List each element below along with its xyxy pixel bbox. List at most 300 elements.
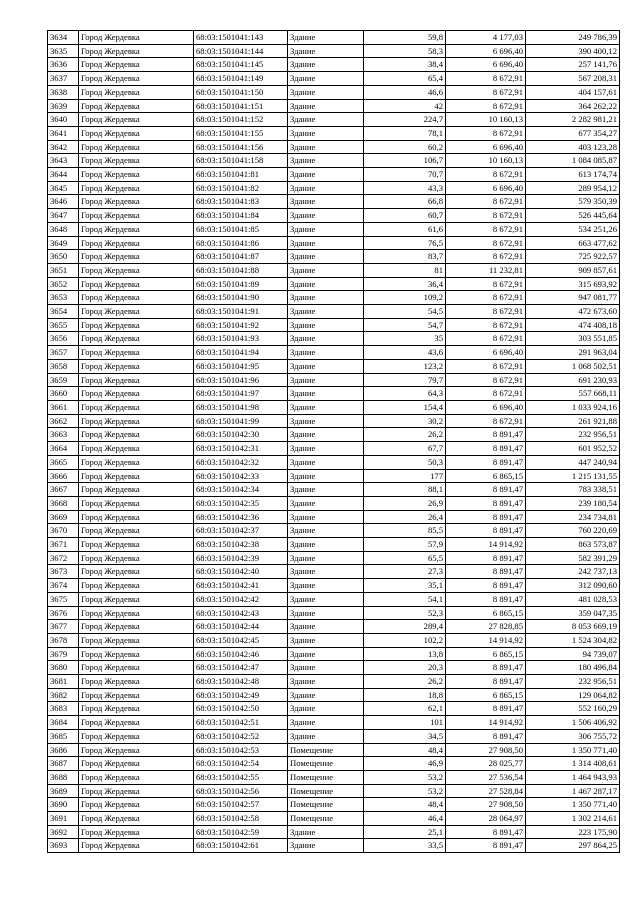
area-cell: 48,4 — [364, 798, 446, 812]
cadastral-number-cell: 68:03:1501042:54 — [194, 757, 288, 771]
cadastral-number-cell: 68:03:1501042:61 — [194, 839, 288, 853]
cadastral-value-cell: 242 737,13 — [526, 565, 620, 579]
settlement-name-cell: Город Жердевка — [79, 743, 194, 757]
area-cell: 65,5 — [364, 551, 446, 565]
area-cell: 70,7 — [364, 168, 446, 182]
settlement-name-cell: Город Жердевка — [79, 58, 194, 72]
cadastral-value-cell: 303 551,85 — [526, 332, 620, 346]
settlement-name-cell: Город Жердевка — [79, 428, 194, 442]
cadastral-value-cell: 1 068 502,51 — [526, 359, 620, 373]
table-row — [48, 524, 620, 538]
object-type-cell: Помещение — [288, 743, 364, 757]
object-type-cell: Помещение — [288, 812, 364, 826]
cadastral-number-cell: 68:03:1501042:41 — [194, 579, 288, 593]
cadastral-value-cell: 472 673,60 — [526, 305, 620, 319]
table-row — [48, 647, 620, 661]
table-row — [48, 373, 620, 387]
specific-value-cell: 8 891,47 — [446, 661, 526, 675]
object-type-cell: Помещение — [288, 770, 364, 784]
specific-value-cell: 8 672,91 — [446, 168, 526, 182]
cadastral-number-cell: 68:03:1501041:81 — [194, 168, 288, 182]
table-row — [48, 222, 620, 236]
table-row — [48, 469, 620, 483]
cadastral-number-cell: 68:03:1501042:37 — [194, 524, 288, 538]
document-page — [47, 30, 619, 853]
settlement-name-cell: Город Жердевка — [79, 291, 194, 305]
settlement-name-cell: Город Жердевка — [79, 688, 194, 702]
table-row — [48, 113, 620, 127]
cadastral-number-cell: 68:03:1501041:95 — [194, 359, 288, 373]
table-row — [48, 263, 620, 277]
row-number-cell: 3663 — [48, 428, 79, 442]
cadastral-number-cell: 68:03:1501041:97 — [194, 387, 288, 401]
object-type-cell: Здание — [288, 592, 364, 606]
cadastral-value-cell: 403 123,28 — [526, 140, 620, 154]
cadastral-value-cell: 582 391,29 — [526, 551, 620, 565]
area-cell: 46,6 — [364, 85, 446, 99]
cadastral-value-cell: 1 084 085,87 — [526, 154, 620, 168]
area-cell: 54,1 — [364, 592, 446, 606]
table-row — [48, 798, 620, 812]
area-cell: 54,5 — [364, 305, 446, 319]
table-row — [48, 510, 620, 524]
cadastral-value-cell: 579 350,39 — [526, 195, 620, 209]
cadastral-number-cell: 68:03:1501041:144 — [194, 44, 288, 58]
object-type-cell: Здание — [288, 113, 364, 127]
row-number-cell: 3635 — [48, 44, 79, 58]
specific-value-cell: 8 891,47 — [446, 524, 526, 538]
area-cell: 83,7 — [364, 250, 446, 264]
specific-value-cell: 8 891,47 — [446, 592, 526, 606]
table-row — [48, 236, 620, 250]
cadastral-number-cell: 68:03:1501042:32 — [194, 455, 288, 469]
table-row — [48, 770, 620, 784]
cadastral-number-cell: 68:03:1501041:151 — [194, 99, 288, 113]
row-number-cell: 3677 — [48, 620, 79, 634]
row-number-cell: 3655 — [48, 318, 79, 332]
settlement-name-cell: Город Жердевка — [79, 250, 194, 264]
object-type-cell: Здание — [288, 469, 364, 483]
cadastral-value-cell: 613 174,74 — [526, 168, 620, 182]
row-number-cell: 3664 — [48, 442, 79, 456]
object-type-cell: Здание — [288, 359, 364, 373]
row-number-cell: 3676 — [48, 606, 79, 620]
specific-value-cell: 6 865,15 — [446, 647, 526, 661]
specific-value-cell: 4 177,03 — [446, 31, 526, 45]
specific-value-cell: 8 891,47 — [446, 428, 526, 442]
table-row — [48, 839, 620, 853]
table-row — [48, 85, 620, 99]
settlement-name-cell: Город Жердевка — [79, 387, 194, 401]
cadastral-number-cell: 68:03:1501041:91 — [194, 305, 288, 319]
area-cell: 46,4 — [364, 812, 446, 826]
cadastral-number-cell: 68:03:1501041:145 — [194, 58, 288, 72]
specific-value-cell: 8 891,47 — [446, 455, 526, 469]
area-cell: 58,3 — [364, 44, 446, 58]
table-row — [48, 812, 620, 826]
cadastral-value-cell: 223 175,90 — [526, 825, 620, 839]
row-number-cell: 3687 — [48, 757, 79, 771]
object-type-cell: Помещение — [288, 757, 364, 771]
area-cell: 26,4 — [364, 510, 446, 524]
row-number-cell: 3692 — [48, 825, 79, 839]
specific-value-cell: 8 891,47 — [446, 442, 526, 456]
object-type-cell: Здание — [288, 428, 364, 442]
settlement-name-cell: Город Жердевка — [79, 359, 194, 373]
table-row — [48, 387, 620, 401]
specific-value-cell: 6 696,40 — [446, 346, 526, 360]
row-number-cell: 3681 — [48, 675, 79, 689]
row-number-cell: 3667 — [48, 483, 79, 497]
cadastral-value-cell: 234 734,81 — [526, 510, 620, 524]
settlement-name-cell: Город Жердевка — [79, 318, 194, 332]
cadastral-number-cell: 68:03:1501041:99 — [194, 414, 288, 428]
cadastral-value-cell: 239 180,54 — [526, 496, 620, 510]
object-type-cell: Помещение — [288, 798, 364, 812]
area-cell: 60,2 — [364, 140, 446, 154]
settlement-name-cell: Город Жердевка — [79, 565, 194, 579]
settlement-name-cell: Город Жердевка — [79, 305, 194, 319]
settlement-name-cell: Город Жердевка — [79, 373, 194, 387]
table-row — [48, 538, 620, 552]
object-type-cell: Здание — [288, 44, 364, 58]
area-cell: 101 — [364, 716, 446, 730]
row-number-cell: 3645 — [48, 181, 79, 195]
area-cell: 33,5 — [364, 839, 446, 853]
cadastral-value-cell: 760 220,69 — [526, 524, 620, 538]
settlement-name-cell: Город Жердевка — [79, 126, 194, 140]
settlement-name-cell: Город Жердевка — [79, 332, 194, 346]
table-row — [48, 496, 620, 510]
cadastral-value-cell: 534 251,26 — [526, 222, 620, 236]
cadastral-value-cell: 94 739,07 — [526, 647, 620, 661]
table-row — [48, 565, 620, 579]
settlement-name-cell: Город Жердевка — [79, 236, 194, 250]
cadastral-value-cell: 1 314 408,61 — [526, 757, 620, 771]
object-type-cell: Здание — [288, 291, 364, 305]
object-type-cell: Помещение — [288, 784, 364, 798]
row-number-cell: 3643 — [48, 154, 79, 168]
specific-value-cell: 8 672,91 — [446, 332, 526, 346]
cadastral-value-cell: 552 160,29 — [526, 702, 620, 716]
specific-value-cell: 8 891,47 — [446, 565, 526, 579]
table-row — [48, 359, 620, 373]
cadastral-value-cell: 261 921,88 — [526, 414, 620, 428]
specific-value-cell: 8 672,91 — [446, 209, 526, 223]
area-cell: 88,1 — [364, 483, 446, 497]
cadastral-number-cell: 68:03:1501042:43 — [194, 606, 288, 620]
object-type-cell: Здание — [288, 250, 364, 264]
settlement-name-cell: Город Жердевка — [79, 277, 194, 291]
specific-value-cell: 6 696,40 — [446, 181, 526, 195]
object-type-cell: Здание — [288, 181, 364, 195]
area-cell: 81 — [364, 263, 446, 277]
cadastral-value-cell: 663 477,62 — [526, 236, 620, 250]
settlement-name-cell: Город Жердевка — [79, 496, 194, 510]
object-type-cell: Здание — [288, 154, 364, 168]
cadastral-number-cell: 68:03:1501042:39 — [194, 551, 288, 565]
settlement-name-cell: Город Жердевка — [79, 757, 194, 771]
object-type-cell: Здание — [288, 579, 364, 593]
table-row — [48, 825, 620, 839]
area-cell: 13,8 — [364, 647, 446, 661]
area-cell: 38,4 — [364, 58, 446, 72]
object-type-cell: Здание — [288, 346, 364, 360]
table-row — [48, 126, 620, 140]
row-number-cell: 3660 — [48, 387, 79, 401]
area-cell: 54,7 — [364, 318, 446, 332]
cadastral-number-cell: 68:03:1501042:50 — [194, 702, 288, 716]
area-cell: 224,7 — [364, 113, 446, 127]
table-row — [48, 757, 620, 771]
area-cell: 26,2 — [364, 428, 446, 442]
object-type-cell: Здание — [288, 538, 364, 552]
row-number-cell: 3642 — [48, 140, 79, 154]
object-type-cell: Здание — [288, 524, 364, 538]
object-type-cell: Здание — [288, 647, 364, 661]
specific-value-cell: 6 696,40 — [446, 400, 526, 414]
table-row — [48, 633, 620, 647]
area-cell: 102,2 — [364, 633, 446, 647]
cadastral-number-cell: 68:03:1501042:44 — [194, 620, 288, 634]
cadastral-value-cell: 297 864,25 — [526, 839, 620, 853]
settlement-name-cell: Город Жердевка — [79, 825, 194, 839]
table-row — [48, 318, 620, 332]
cadastral-value-cell: 249 786,39 — [526, 31, 620, 45]
area-cell: 35,1 — [364, 579, 446, 593]
settlement-name-cell: Город Жердевка — [79, 551, 194, 565]
cadastral-number-cell: 68:03:1501042:31 — [194, 442, 288, 456]
area-cell: 26,9 — [364, 496, 446, 510]
table-row — [48, 250, 620, 264]
specific-value-cell: 6 696,40 — [446, 140, 526, 154]
area-cell: 50,3 — [364, 455, 446, 469]
specific-value-cell: 27 908,50 — [446, 798, 526, 812]
area-cell: 27,3 — [364, 565, 446, 579]
cadastral-number-cell: 68:03:1501041:85 — [194, 222, 288, 236]
area-cell: 43,3 — [364, 181, 446, 195]
area-cell: 57,9 — [364, 538, 446, 552]
cadastral-number-cell: 68:03:1501041:84 — [194, 209, 288, 223]
cadastral-value-cell: 312 090,60 — [526, 579, 620, 593]
area-cell: 78,1 — [364, 126, 446, 140]
table-row — [48, 58, 620, 72]
cadastral-number-cell: 68:03:1501042:30 — [194, 428, 288, 442]
cadastral-number-cell: 68:03:1501042:34 — [194, 483, 288, 497]
settlement-name-cell: Город Жердевка — [79, 798, 194, 812]
cadastral-value-cell: 481 028,53 — [526, 592, 620, 606]
object-type-cell: Здание — [288, 442, 364, 456]
settlement-name-cell: Город Жердевка — [79, 140, 194, 154]
specific-value-cell: 14 914,92 — [446, 538, 526, 552]
specific-value-cell: 10 160,13 — [446, 154, 526, 168]
settlement-name-cell: Город Жердевка — [79, 99, 194, 113]
area-cell: 25,1 — [364, 825, 446, 839]
specific-value-cell: 6 696,40 — [446, 58, 526, 72]
cadastral-number-cell: 68:03:1501042:46 — [194, 647, 288, 661]
row-number-cell: 3693 — [48, 839, 79, 853]
table-row — [48, 31, 620, 45]
row-number-cell: 3689 — [48, 784, 79, 798]
object-type-cell: Здание — [288, 483, 364, 497]
row-number-cell: 3634 — [48, 31, 79, 45]
row-number-cell: 3685 — [48, 729, 79, 743]
row-number-cell: 3647 — [48, 209, 79, 223]
cadastral-number-cell: 68:03:1501042:51 — [194, 716, 288, 730]
object-type-cell: Здание — [288, 195, 364, 209]
table-row — [48, 332, 620, 346]
area-cell: 154,4 — [364, 400, 446, 414]
area-cell: 48,4 — [364, 743, 446, 757]
row-number-cell: 3665 — [48, 455, 79, 469]
area-cell: 106,7 — [364, 154, 446, 168]
row-number-cell: 3688 — [48, 770, 79, 784]
settlement-name-cell: Город Жердевка — [79, 770, 194, 784]
object-type-cell: Здание — [288, 729, 364, 743]
object-type-cell: Здание — [288, 496, 364, 510]
table-row — [48, 44, 620, 58]
row-number-cell: 3673 — [48, 565, 79, 579]
area-cell: 30,2 — [364, 414, 446, 428]
cadastral-value-cell: 526 445,64 — [526, 209, 620, 223]
table-row — [48, 72, 620, 86]
settlement-name-cell: Город Жердевка — [79, 469, 194, 483]
cadastral-value-cell: 180 496,84 — [526, 661, 620, 675]
cadastral-number-cell: 68:03:1501042:42 — [194, 592, 288, 606]
cadastral-value-cell: 691 230,93 — [526, 373, 620, 387]
cadastral-number-cell: 68:03:1501042:56 — [194, 784, 288, 798]
cadastral-number-cell: 68:03:1501042:59 — [194, 825, 288, 839]
cadastral-value-cell: 601 952,52 — [526, 442, 620, 456]
cadastral-value-cell: 1 350 771,40 — [526, 743, 620, 757]
table-row — [48, 154, 620, 168]
cadastral-number-cell: 68:03:1501042:35 — [194, 496, 288, 510]
cadastral-number-cell: 68:03:1501042:38 — [194, 538, 288, 552]
row-number-cell: 3662 — [48, 414, 79, 428]
cadastral-number-cell: 68:03:1501041:83 — [194, 195, 288, 209]
row-number-cell: 3657 — [48, 346, 79, 360]
table-row — [48, 428, 620, 442]
table-row — [48, 414, 620, 428]
object-type-cell: Здание — [288, 825, 364, 839]
object-type-cell: Здание — [288, 565, 364, 579]
object-type-cell: Здание — [288, 236, 364, 250]
row-number-cell: 3636 — [48, 58, 79, 72]
table-row — [48, 305, 620, 319]
cadastral-number-cell: 68:03:1501042:33 — [194, 469, 288, 483]
object-type-cell: Здание — [288, 140, 364, 154]
cadastral-number-cell: 68:03:1501041:94 — [194, 346, 288, 360]
area-cell: 60,7 — [364, 209, 446, 223]
cadastral-value-cell: 474 408,18 — [526, 318, 620, 332]
table-row — [48, 620, 620, 634]
settlement-name-cell: Город Жердевка — [79, 675, 194, 689]
settlement-name-cell: Город Жердевка — [79, 620, 194, 634]
cadastral-number-cell: 68:03:1501041:150 — [194, 85, 288, 99]
row-number-cell: 3684 — [48, 716, 79, 730]
cadastral-number-cell: 68:03:1501041:149 — [194, 72, 288, 86]
specific-value-cell: 10 160,13 — [446, 113, 526, 127]
table-row — [48, 661, 620, 675]
row-number-cell: 3675 — [48, 592, 79, 606]
area-cell: 67,7 — [364, 442, 446, 456]
row-number-cell: 3691 — [48, 812, 79, 826]
row-number-cell: 3656 — [48, 332, 79, 346]
row-number-cell: 3648 — [48, 222, 79, 236]
settlement-name-cell: Город Жердевка — [79, 524, 194, 538]
row-number-cell: 3669 — [48, 510, 79, 524]
settlement-name-cell: Город Жердевка — [79, 414, 194, 428]
table-row — [48, 675, 620, 689]
cadastral-value-cell: 129 064,82 — [526, 688, 620, 702]
settlement-name-cell: Город Жердевка — [79, 181, 194, 195]
specific-value-cell: 8 672,91 — [446, 305, 526, 319]
cadastral-value-cell: 1 215 131,55 — [526, 469, 620, 483]
row-number-cell: 3671 — [48, 538, 79, 552]
area-cell: 43,6 — [364, 346, 446, 360]
object-type-cell: Здание — [288, 332, 364, 346]
table-row — [48, 291, 620, 305]
area-cell: 59,8 — [364, 31, 446, 45]
object-type-cell: Здание — [288, 222, 364, 236]
table-row — [48, 195, 620, 209]
object-type-cell: Здание — [288, 455, 364, 469]
cadastral-number-cell: 68:03:1501042:45 — [194, 633, 288, 647]
cadastral-number-cell: 68:03:1501042:55 — [194, 770, 288, 784]
settlement-name-cell: Город Жердевка — [79, 538, 194, 552]
specific-value-cell: 8 891,47 — [446, 729, 526, 743]
area-cell: 85,5 — [364, 524, 446, 538]
row-number-cell: 3690 — [48, 798, 79, 812]
cadastral-value-cell: 1 467 287,17 — [526, 784, 620, 798]
cadastral-number-cell: 68:03:1501041:155 — [194, 126, 288, 140]
settlement-name-cell: Город Жердевка — [79, 209, 194, 223]
settlement-name-cell: Город Жердевка — [79, 154, 194, 168]
area-cell: 26,2 — [364, 675, 446, 689]
object-type-cell: Здание — [288, 716, 364, 730]
table-row — [48, 688, 620, 702]
cadastral-value-cell: 557 668,11 — [526, 387, 620, 401]
cadastral-value-cell: 863 573,87 — [526, 538, 620, 552]
row-number-cell: 3654 — [48, 305, 79, 319]
settlement-name-cell: Город Жердевка — [79, 85, 194, 99]
area-cell: 79,7 — [364, 373, 446, 387]
cadastral-value-cell: 947 081,77 — [526, 291, 620, 305]
object-type-cell: Здание — [288, 99, 364, 113]
table-row — [48, 168, 620, 182]
table-row — [48, 346, 620, 360]
cadastral-value-cell: 2 282 981,21 — [526, 113, 620, 127]
area-cell: 42 — [364, 99, 446, 113]
specific-value-cell: 8 891,47 — [446, 551, 526, 565]
area-cell: 62,1 — [364, 702, 446, 716]
table-row — [48, 784, 620, 798]
specific-value-cell: 8 672,91 — [446, 414, 526, 428]
table-row — [48, 442, 620, 456]
cadastral-number-cell: 68:03:1501042:36 — [194, 510, 288, 524]
settlement-name-cell: Город Жердевка — [79, 400, 194, 414]
row-number-cell: 3644 — [48, 168, 79, 182]
specific-value-cell: 27 536,54 — [446, 770, 526, 784]
area-cell: 109,2 — [364, 291, 446, 305]
specific-value-cell: 8 891,47 — [446, 483, 526, 497]
specific-value-cell: 8 891,47 — [446, 579, 526, 593]
object-type-cell: Здание — [288, 387, 364, 401]
cadastral-value-cell: 1 524 304,82 — [526, 633, 620, 647]
specific-value-cell: 8 672,91 — [446, 85, 526, 99]
table-body — [48, 31, 620, 853]
object-type-cell: Здание — [288, 414, 364, 428]
